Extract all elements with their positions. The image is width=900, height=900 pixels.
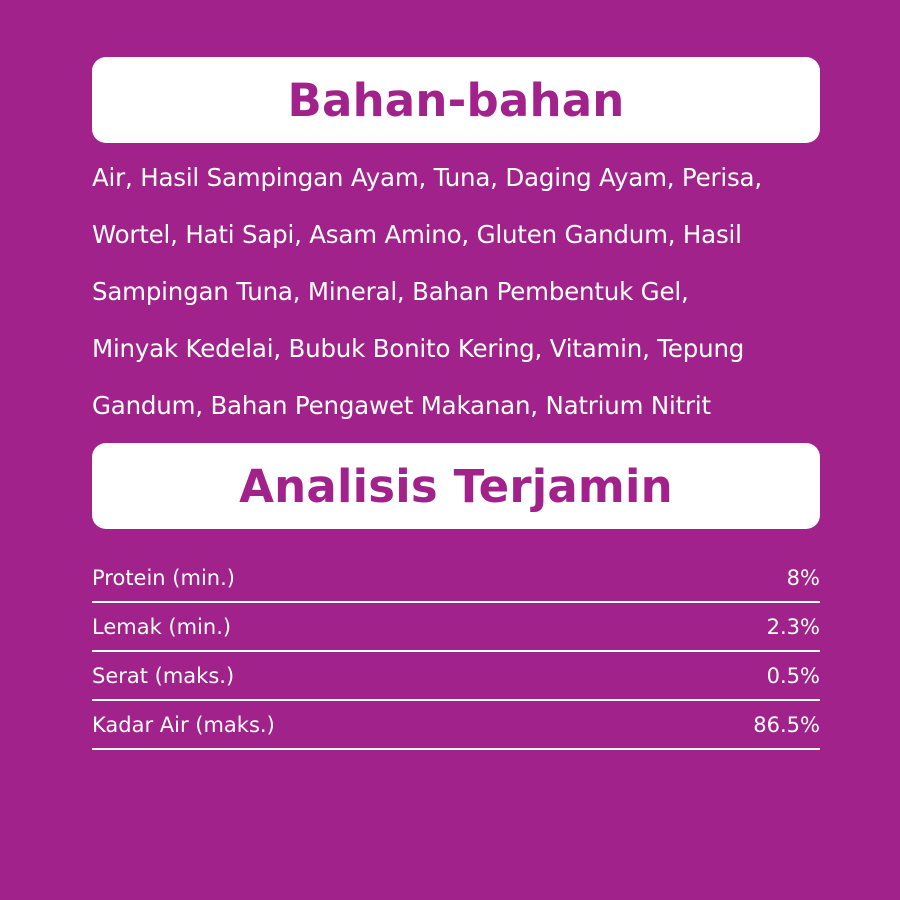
ingredients-line: Gandum, Bahan Pengawet Makanan, Natrium Nitrit <box>92 391 711 420</box>
guaranteed-analysis-table <box>92 556 820 750</box>
analysis-title: Analisis Terjamin <box>239 459 673 513</box>
ingredients-line: Air, Hasil Sampingan Ayam, Tuna, Daging Ayam, Perisa, <box>92 163 762 192</box>
nutrient-value: 0.5% <box>766 664 820 688</box>
ingredients-line: Wortel, Hati Sapi, Asam Amino, Gluten Gandum, Hasil <box>92 220 742 249</box>
table-row <box>92 605 820 652</box>
nutrition-info-panel <box>92 57 820 750</box>
nutrient-value: 2.3% <box>766 615 820 639</box>
ingredients-header-box <box>92 57 820 143</box>
table-row <box>92 556 820 603</box>
table-row <box>92 703 820 750</box>
nutrient-value: 8% <box>786 566 820 590</box>
nutrient-label: Lemak (min.) <box>92 615 232 639</box>
ingredients-line: Sampingan Tuna, Mineral, Bahan Pembentuk Gel, <box>92 277 689 306</box>
nutrient-label: Serat (maks.) <box>92 664 235 688</box>
ingredients-list <box>92 149 820 434</box>
nutrient-value: 86.5% <box>753 713 820 737</box>
ingredients-title: Bahan-bahan <box>287 73 625 127</box>
nutrient-label: Protein (min.) <box>92 566 235 590</box>
nutrient-label: Kadar Air (maks.) <box>92 713 275 737</box>
ingredients-line: Minyak Kedelai, Bubuk Bonito Kering, Vitamin, Tepung <box>92 334 745 363</box>
table-row <box>92 654 820 701</box>
analysis-header-box <box>92 443 820 529</box>
